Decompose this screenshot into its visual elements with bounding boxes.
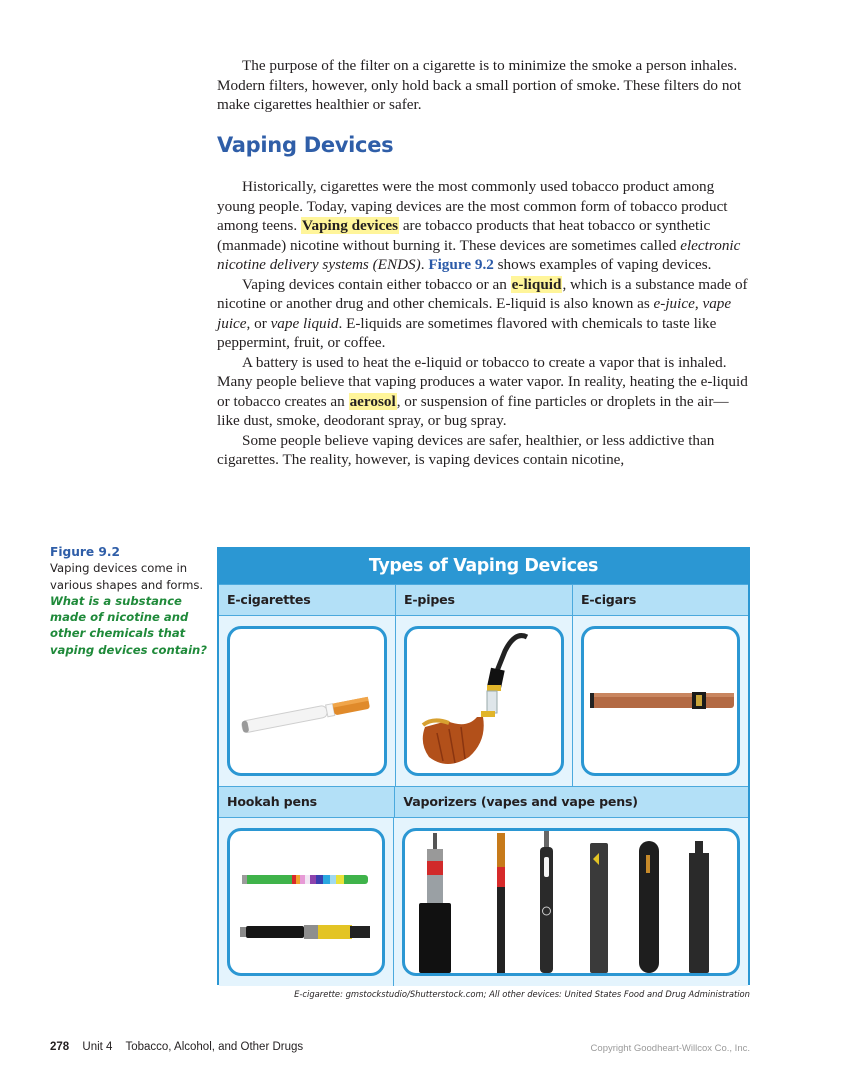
caption-text: Vaping devices come in various shapes and forms.	[50, 561, 204, 592]
intro-paragraph: The purpose of the filter on a cigarette is to minimize the smoke a person inhales. Modern filters, however, only hold back a small portion of smoke. These filters do not make cigarettes healthier or safer.	[217, 57, 742, 113]
paragraph-1: Historically, cigarettes were the most commonly used tobacco product among young people. Today, vaping devices are the most common form of tobacco product among teens. Vaping devices are tobacco products that heat tobacco or synthetic (manmade) nicotine without burning it. These devices are sometimes called electronic nicotine delivery systems (ENDS). Figure 9.2 shows examples of vaping devices.	[217, 178, 741, 273]
hookah-pens-image	[227, 828, 385, 976]
figure-label: Figure 9.2	[50, 545, 121, 559]
vaporizers-icon	[405, 831, 739, 975]
page-footer-left	[50, 1041, 303, 1053]
copyright-notice: Copyright Goodheart-Willcox Co., Inc.	[590, 1043, 750, 1054]
hookah-pens-icon	[230, 831, 380, 975]
vaping-devices-table	[217, 547, 750, 985]
figure-reference-link[interactable]: Figure 9.2	[428, 256, 494, 273]
header-row-2	[219, 786, 748, 818]
image-credit: E-cigarette: gmstockstudio/Shutterstock.com; All other devices: United States Food and Drug Administration	[294, 989, 750, 999]
caption-question: What is a substance made of nicotine and other chemicals that vaping devices contain?	[50, 593, 208, 657]
vaporizers-image	[402, 828, 740, 976]
image-row-2	[219, 818, 748, 986]
page-number: 278	[50, 1041, 70, 1053]
header-row-1	[219, 584, 748, 616]
e-pipe-icon	[407, 629, 557, 773]
image-row-1	[219, 616, 748, 786]
e-cigarette-image	[227, 626, 387, 776]
header-e-cigars: E-cigars	[581, 592, 637, 607]
unit-title: Tobacco, Alcohol, and Other Drugs	[125, 1041, 304, 1053]
key-term-e-liquid: e-liquid	[511, 275, 562, 293]
key-term-aerosol: aerosol	[349, 392, 396, 410]
figure-caption	[50, 544, 210, 658]
header-e-pipes: E-pipes	[396, 585, 573, 615]
section-body	[217, 177, 750, 470]
e-cigarette-icon	[230, 629, 380, 773]
table-title: Types of Vaping Devices	[219, 549, 748, 584]
header-hookah-pens: Hookah pens	[219, 787, 395, 817]
paragraph-4: Some people believe vaping devices are safer, healthier, or less addictive than cigarettes. The reality, however, is vaping devices contain nicotine,	[217, 431, 715, 468]
e-pipe-image	[404, 626, 564, 776]
paragraph-2: Vaping devices contain either tobacco or an e-liquid, which is a substance made of nicotine or another drug and other chemicals. E-liquid is also known as e-juice, vape juice, or vape liquid. E-liquids are sometimes flavored with chemicals to taste like peppermint, fruit, or coffee.	[217, 275, 748, 351]
header-e-cigarettes: E-cigarettes	[219, 585, 396, 615]
header-vaporizers: Vaporizers (vapes and vape pens)	[403, 794, 638, 809]
key-term-vaping-devices: Vaping devices	[301, 217, 399, 234]
section-heading: Vaping Devices	[217, 133, 394, 157]
e-cigar-image	[581, 626, 740, 776]
e-cigar-icon	[584, 629, 734, 773]
unit-label: Unit 4	[82, 1041, 113, 1053]
paragraph-3: A battery is used to heat the e-liquid or tobacco to create a vapor that is inhaled. Many people believe that vaping produces a water vapor. In reality, heating the e-liquid or tobacco creates an aerosol, or suspension of fine particles or droplets in the air—like dust, smoke, deodorant spray, or bug spray.	[217, 353, 748, 429]
